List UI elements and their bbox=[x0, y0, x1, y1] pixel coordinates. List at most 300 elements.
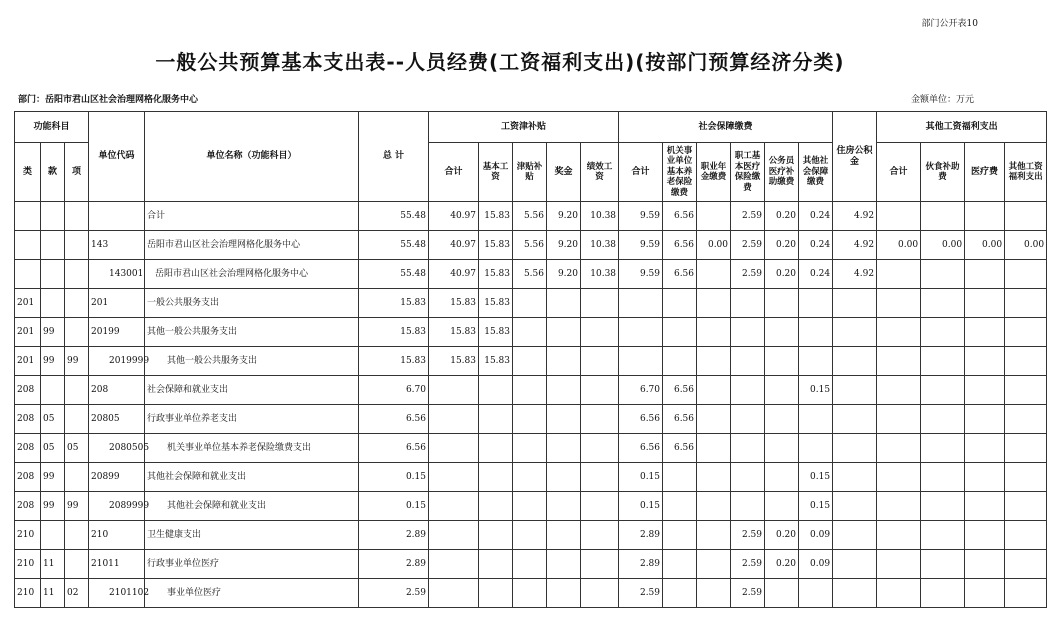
func-kuan: 99 bbox=[41, 463, 65, 492]
unit-name: 岳阳市君山区社会治理网格化服务中心 bbox=[145, 231, 359, 260]
bonus-cell bbox=[547, 376, 581, 405]
basic-wage-cell bbox=[479, 405, 513, 434]
func-kuan: 11 bbox=[41, 550, 65, 579]
basic-wage-cell bbox=[479, 434, 513, 463]
medical-fee-cell bbox=[965, 579, 1005, 608]
func-kuan bbox=[41, 260, 65, 289]
meal-cell bbox=[921, 492, 965, 521]
func-xiang bbox=[65, 550, 89, 579]
total-cell: 2.89 bbox=[359, 550, 429, 579]
wage-total-cell bbox=[429, 492, 479, 521]
unit-name: 其他社会保障和就业支出 bbox=[145, 463, 359, 492]
header-bonus: 奖金 bbox=[547, 143, 581, 202]
allowance-cell bbox=[513, 463, 547, 492]
housing-cell bbox=[833, 376, 877, 405]
civil-medical-cell bbox=[765, 347, 799, 376]
civil-medical-cell: 0.20 bbox=[765, 202, 799, 231]
bonus-cell bbox=[547, 405, 581, 434]
unit-name: 社会保障和就业支出 bbox=[145, 376, 359, 405]
performance-cell bbox=[581, 405, 619, 434]
performance-cell bbox=[581, 463, 619, 492]
performance-cell bbox=[581, 550, 619, 579]
meal-cell bbox=[921, 202, 965, 231]
header-func-subject: 功能科目 bbox=[15, 112, 89, 143]
wage-total-cell: 15.83 bbox=[429, 289, 479, 318]
civil-medical-cell: 0.20 bbox=[765, 260, 799, 289]
unit-name: 一般公共服务支出 bbox=[145, 289, 359, 318]
pension-cell: 6.56 bbox=[663, 434, 697, 463]
annuity-cell bbox=[697, 579, 731, 608]
other-social-cell: 0.15 bbox=[799, 463, 833, 492]
total-cell: 0.15 bbox=[359, 492, 429, 521]
other-social-cell: 0.24 bbox=[799, 231, 833, 260]
header-medical-basic: 职工基本医疗保险缴费 bbox=[731, 143, 765, 202]
pension-cell: 6.56 bbox=[663, 260, 697, 289]
other-total-cell bbox=[877, 434, 921, 463]
social-total-cell: 9.59 bbox=[619, 260, 663, 289]
civil-medical-cell: 0.20 bbox=[765, 231, 799, 260]
allowance-cell bbox=[513, 579, 547, 608]
other-wage-cell bbox=[1005, 347, 1047, 376]
bonus-cell bbox=[547, 347, 581, 376]
wage-total-cell bbox=[429, 376, 479, 405]
annuity-cell bbox=[697, 260, 731, 289]
func-kuan bbox=[41, 231, 65, 260]
civil-medical-cell bbox=[765, 434, 799, 463]
total-cell: 6.56 bbox=[359, 434, 429, 463]
basic-wage-cell: 15.83 bbox=[479, 318, 513, 347]
func-kuan: 11 bbox=[41, 579, 65, 608]
header-total: 总 计 bbox=[359, 112, 429, 202]
other-total-cell bbox=[877, 405, 921, 434]
func-lei: 208 bbox=[15, 434, 41, 463]
other-wage-cell bbox=[1005, 260, 1047, 289]
civil-medical-cell bbox=[765, 492, 799, 521]
table-row bbox=[15, 463, 1047, 492]
total-cell: 15.83 bbox=[359, 347, 429, 376]
meal-cell bbox=[921, 405, 965, 434]
civil-medical-cell bbox=[765, 405, 799, 434]
medical-basic-cell bbox=[731, 318, 765, 347]
medical-basic-cell bbox=[731, 376, 765, 405]
form-number: 部门公开表10 bbox=[921, 19, 978, 29]
meal-cell bbox=[921, 550, 965, 579]
medical-basic-cell bbox=[731, 347, 765, 376]
social-total-cell bbox=[619, 318, 663, 347]
social-total-cell: 2.89 bbox=[619, 521, 663, 550]
table-row bbox=[15, 202, 1047, 231]
other-wage-cell bbox=[1005, 318, 1047, 347]
allowance-cell: 5.56 bbox=[513, 202, 547, 231]
annuity-cell bbox=[697, 405, 731, 434]
medical-basic-cell bbox=[731, 405, 765, 434]
amount-unit-label: 金额单位：万元 bbox=[910, 95, 974, 105]
func-lei: 201 bbox=[15, 347, 41, 376]
page-title: 一般公共预算基本支出表--人员经费(工资福利支出)(按部门预算经济分类) bbox=[155, 50, 845, 74]
unit-code: 210 bbox=[89, 521, 145, 550]
basic-wage-cell: 15.83 bbox=[479, 260, 513, 289]
total-cell: 15.83 bbox=[359, 289, 429, 318]
func-xiang bbox=[65, 202, 89, 231]
civil-medical-cell: 0.20 bbox=[765, 550, 799, 579]
medical-basic-cell: 2.59 bbox=[731, 550, 765, 579]
pension-cell: 6.56 bbox=[663, 231, 697, 260]
housing-cell bbox=[833, 405, 877, 434]
meal-cell bbox=[921, 521, 965, 550]
func-kuan: 99 bbox=[41, 492, 65, 521]
bonus-cell bbox=[547, 434, 581, 463]
pension-cell bbox=[663, 318, 697, 347]
medical-fee-cell bbox=[965, 202, 1005, 231]
medical-fee-cell bbox=[965, 521, 1005, 550]
unit-code: 2019999 bbox=[89, 347, 145, 376]
performance-cell bbox=[581, 492, 619, 521]
total-cell: 0.15 bbox=[359, 463, 429, 492]
social-total-cell: 6.56 bbox=[619, 434, 663, 463]
unit-name: 事业单位医疗 bbox=[145, 579, 359, 608]
total-cell: 2.59 bbox=[359, 579, 429, 608]
medical-basic-cell: 2.59 bbox=[731, 202, 765, 231]
annuity-cell: 0.00 bbox=[697, 231, 731, 260]
func-lei bbox=[15, 231, 41, 260]
civil-medical-cell bbox=[765, 376, 799, 405]
annuity-cell bbox=[697, 289, 731, 318]
medical-basic-cell: 2.59 bbox=[731, 521, 765, 550]
allowance-cell bbox=[513, 347, 547, 376]
other-total-cell bbox=[877, 318, 921, 347]
medical-fee-cell bbox=[965, 492, 1005, 521]
meal-cell bbox=[921, 347, 965, 376]
unit-name: 其他一般公共服务支出 bbox=[145, 347, 359, 376]
other-total-cell bbox=[877, 289, 921, 318]
table-row bbox=[15, 405, 1047, 434]
wage-total-cell bbox=[429, 550, 479, 579]
basic-wage-cell: 15.83 bbox=[479, 202, 513, 231]
wage-total-cell: 15.83 bbox=[429, 318, 479, 347]
header-other-total: 合计 bbox=[877, 143, 921, 202]
func-xiang: 99 bbox=[65, 492, 89, 521]
header-lei: 类 bbox=[15, 143, 41, 202]
func-kuan bbox=[41, 202, 65, 231]
medical-fee-cell bbox=[965, 376, 1005, 405]
performance-cell bbox=[581, 318, 619, 347]
other-total-cell bbox=[877, 579, 921, 608]
table-row bbox=[15, 492, 1047, 521]
meal-cell bbox=[921, 434, 965, 463]
table-row bbox=[15, 260, 1047, 289]
wage-total-cell: 40.97 bbox=[429, 202, 479, 231]
meal-cell: 0.00 bbox=[921, 231, 965, 260]
performance-cell bbox=[581, 434, 619, 463]
allowance-cell: 5.56 bbox=[513, 231, 547, 260]
basic-wage-cell: 15.83 bbox=[479, 347, 513, 376]
header-other-wage: 其他工资福利支出 bbox=[1005, 143, 1047, 202]
bonus-cell bbox=[547, 550, 581, 579]
medical-basic-cell: 2.59 bbox=[731, 231, 765, 260]
basic-wage-cell bbox=[479, 579, 513, 608]
other-social-cell: 0.24 bbox=[799, 202, 833, 231]
performance-cell bbox=[581, 347, 619, 376]
total-cell: 55.48 bbox=[359, 231, 429, 260]
unit-code: 2101102 bbox=[89, 579, 145, 608]
allowance-cell bbox=[513, 521, 547, 550]
func-lei: 208 bbox=[15, 376, 41, 405]
basic-wage-cell bbox=[479, 463, 513, 492]
other-social-cell: 0.09 bbox=[799, 550, 833, 579]
allowance-cell bbox=[513, 318, 547, 347]
header-kuan: 款 bbox=[41, 143, 65, 202]
allowance-cell bbox=[513, 492, 547, 521]
unit-code: 2089999 bbox=[89, 492, 145, 521]
housing-cell bbox=[833, 579, 877, 608]
medical-fee-cell bbox=[965, 405, 1005, 434]
total-cell: 15.83 bbox=[359, 318, 429, 347]
other-wage-cell bbox=[1005, 289, 1047, 318]
func-kuan bbox=[41, 376, 65, 405]
header-xiang: 项 bbox=[65, 143, 89, 202]
other-total-cell bbox=[877, 376, 921, 405]
basic-wage-cell bbox=[479, 521, 513, 550]
social-total-cell bbox=[619, 289, 663, 318]
other-social-cell: 0.15 bbox=[799, 376, 833, 405]
housing-cell bbox=[833, 318, 877, 347]
basic-wage-cell bbox=[479, 492, 513, 521]
wage-total-cell bbox=[429, 463, 479, 492]
meal-cell bbox=[921, 260, 965, 289]
performance-cell: 10.38 bbox=[581, 202, 619, 231]
table-row bbox=[15, 434, 1047, 463]
basic-wage-cell: 15.83 bbox=[479, 231, 513, 260]
social-total-cell: 2.89 bbox=[619, 550, 663, 579]
other-wage-cell bbox=[1005, 579, 1047, 608]
wage-total-cell bbox=[429, 434, 479, 463]
func-xiang: 02 bbox=[65, 579, 89, 608]
func-lei: 210 bbox=[15, 579, 41, 608]
other-wage-cell bbox=[1005, 202, 1047, 231]
header-social-group: 社会保障缴费 bbox=[619, 112, 833, 143]
other-total-cell bbox=[877, 202, 921, 231]
header-unit-code: 单位代码 bbox=[89, 112, 145, 202]
header-other-group: 其他工资福利支出 bbox=[877, 112, 1047, 143]
other-social-cell bbox=[799, 579, 833, 608]
other-social-cell bbox=[799, 405, 833, 434]
medical-fee-cell bbox=[965, 289, 1005, 318]
bonus-cell: 9.20 bbox=[547, 202, 581, 231]
social-total-cell: 2.59 bbox=[619, 579, 663, 608]
civil-medical-cell bbox=[765, 463, 799, 492]
civil-medical-cell bbox=[765, 289, 799, 318]
other-wage-cell bbox=[1005, 434, 1047, 463]
department-label: 部门：岳阳市君山区社会治理网格化服务中心 bbox=[18, 95, 199, 105]
total-cell: 2.89 bbox=[359, 521, 429, 550]
func-kuan bbox=[41, 289, 65, 318]
pension-cell bbox=[663, 347, 697, 376]
func-xiang: 05 bbox=[65, 434, 89, 463]
other-social-cell bbox=[799, 347, 833, 376]
table-row bbox=[15, 289, 1047, 318]
unit-code: 143001 bbox=[89, 260, 145, 289]
housing-cell bbox=[833, 463, 877, 492]
func-lei bbox=[15, 202, 41, 231]
bonus-cell: 9.20 bbox=[547, 260, 581, 289]
allowance-cell bbox=[513, 434, 547, 463]
housing-cell: 4.92 bbox=[833, 202, 877, 231]
annuity-cell bbox=[697, 492, 731, 521]
bonus-cell bbox=[547, 579, 581, 608]
total-cell: 6.56 bbox=[359, 405, 429, 434]
pension-cell bbox=[663, 492, 697, 521]
func-kuan: 05 bbox=[41, 405, 65, 434]
performance-cell bbox=[581, 289, 619, 318]
meal-cell bbox=[921, 289, 965, 318]
table-row bbox=[15, 550, 1047, 579]
annuity-cell bbox=[697, 202, 731, 231]
func-lei: 208 bbox=[15, 463, 41, 492]
housing-cell: 4.92 bbox=[833, 260, 877, 289]
other-total-cell: 0.00 bbox=[877, 231, 921, 260]
func-kuan: 99 bbox=[41, 318, 65, 347]
func-xiang bbox=[65, 376, 89, 405]
medical-fee-cell bbox=[965, 347, 1005, 376]
unit-name: 岳阳市君山区社会治理网格化服务中心 bbox=[145, 260, 359, 289]
basic-wage-cell bbox=[479, 376, 513, 405]
header-meal: 伙食补助费 bbox=[921, 143, 965, 202]
table-row bbox=[15, 376, 1047, 405]
func-xiang: 99 bbox=[65, 347, 89, 376]
housing-cell bbox=[833, 492, 877, 521]
func-xiang bbox=[65, 231, 89, 260]
func-xiang bbox=[65, 463, 89, 492]
performance-cell bbox=[581, 521, 619, 550]
allowance-cell bbox=[513, 550, 547, 579]
func-xiang bbox=[65, 318, 89, 347]
unit-code: 20199 bbox=[89, 318, 145, 347]
medical-fee-cell bbox=[965, 550, 1005, 579]
other-social-cell: 0.09 bbox=[799, 521, 833, 550]
header-other-social: 其他社会保障缴费 bbox=[799, 143, 833, 202]
other-social-cell: 0.15 bbox=[799, 492, 833, 521]
other-total-cell bbox=[877, 521, 921, 550]
func-lei: 201 bbox=[15, 318, 41, 347]
header-basic-wage: 基本工资 bbox=[479, 143, 513, 202]
bonus-cell bbox=[547, 521, 581, 550]
bonus-cell bbox=[547, 318, 581, 347]
medical-fee-cell bbox=[965, 318, 1005, 347]
bonus-cell bbox=[547, 492, 581, 521]
other-wage-cell bbox=[1005, 521, 1047, 550]
other-social-cell bbox=[799, 318, 833, 347]
annuity-cell bbox=[697, 521, 731, 550]
medical-fee-cell bbox=[965, 463, 1005, 492]
header-civil-medical: 公务员医疗补助缴费 bbox=[765, 143, 799, 202]
social-total-cell bbox=[619, 347, 663, 376]
pension-cell: 6.56 bbox=[663, 376, 697, 405]
annuity-cell bbox=[697, 434, 731, 463]
other-total-cell bbox=[877, 347, 921, 376]
bonus-cell bbox=[547, 289, 581, 318]
other-social-cell bbox=[799, 289, 833, 318]
housing-cell: 4.92 bbox=[833, 231, 877, 260]
civil-medical-cell bbox=[765, 579, 799, 608]
func-xiang bbox=[65, 260, 89, 289]
allowance-cell bbox=[513, 289, 547, 318]
total-cell: 6.70 bbox=[359, 376, 429, 405]
unit-code: 143 bbox=[89, 231, 145, 260]
table-row bbox=[15, 347, 1047, 376]
annuity-cell bbox=[697, 376, 731, 405]
housing-cell bbox=[833, 434, 877, 463]
unit-code bbox=[89, 202, 145, 231]
func-lei: 210 bbox=[15, 521, 41, 550]
func-lei: 201 bbox=[15, 289, 41, 318]
func-kuan: 99 bbox=[41, 347, 65, 376]
other-wage-cell bbox=[1005, 492, 1047, 521]
pension-cell bbox=[663, 289, 697, 318]
annuity-cell bbox=[697, 463, 731, 492]
allowance-cell bbox=[513, 376, 547, 405]
social-total-cell: 9.59 bbox=[619, 231, 663, 260]
civil-medical-cell bbox=[765, 318, 799, 347]
func-xiang bbox=[65, 521, 89, 550]
unit-code: 201 bbox=[89, 289, 145, 318]
other-total-cell bbox=[877, 550, 921, 579]
table-row bbox=[15, 231, 1047, 260]
medical-fee-cell: 0.00 bbox=[965, 231, 1005, 260]
medical-fee-cell bbox=[965, 434, 1005, 463]
annuity-cell bbox=[697, 347, 731, 376]
medical-basic-cell bbox=[731, 463, 765, 492]
pension-cell bbox=[663, 521, 697, 550]
housing-cell bbox=[833, 521, 877, 550]
housing-cell bbox=[833, 550, 877, 579]
header-wage-total: 合计 bbox=[429, 143, 479, 202]
bonus-cell: 9.20 bbox=[547, 231, 581, 260]
unit-name: 卫生健康支出 bbox=[145, 521, 359, 550]
header-housing: 住房公积金 bbox=[833, 112, 877, 202]
unit-code: 20805 bbox=[89, 405, 145, 434]
pension-cell bbox=[663, 463, 697, 492]
performance-cell: 10.38 bbox=[581, 231, 619, 260]
header-medical-fee: 医疗费 bbox=[965, 143, 1005, 202]
header-social-total: 合计 bbox=[619, 143, 663, 202]
annuity-cell bbox=[697, 318, 731, 347]
basic-wage-cell: 15.83 bbox=[479, 289, 513, 318]
other-social-cell bbox=[799, 434, 833, 463]
header-unit-name: 单位名称（功能科目） bbox=[145, 112, 359, 202]
pension-cell: 6.56 bbox=[663, 405, 697, 434]
other-social-cell: 0.24 bbox=[799, 260, 833, 289]
func-lei bbox=[15, 260, 41, 289]
other-wage-cell: 0.00 bbox=[1005, 231, 1047, 260]
meal-cell bbox=[921, 376, 965, 405]
unit-code: 21011 bbox=[89, 550, 145, 579]
pension-cell: 6.56 bbox=[663, 202, 697, 231]
basic-wage-cell bbox=[479, 550, 513, 579]
housing-cell bbox=[833, 347, 877, 376]
other-total-cell bbox=[877, 260, 921, 289]
wage-total-cell bbox=[429, 579, 479, 608]
unit-name: 行政事业单位医疗 bbox=[145, 550, 359, 579]
medical-fee-cell bbox=[965, 260, 1005, 289]
medical-basic-cell bbox=[731, 434, 765, 463]
wage-total-cell bbox=[429, 405, 479, 434]
medical-basic-cell bbox=[731, 289, 765, 318]
social-total-cell: 6.56 bbox=[619, 405, 663, 434]
header-pension: 机关事业单位基本养老保险缴费 bbox=[663, 143, 697, 202]
performance-cell bbox=[581, 376, 619, 405]
wage-total-cell: 15.83 bbox=[429, 347, 479, 376]
other-wage-cell bbox=[1005, 405, 1047, 434]
